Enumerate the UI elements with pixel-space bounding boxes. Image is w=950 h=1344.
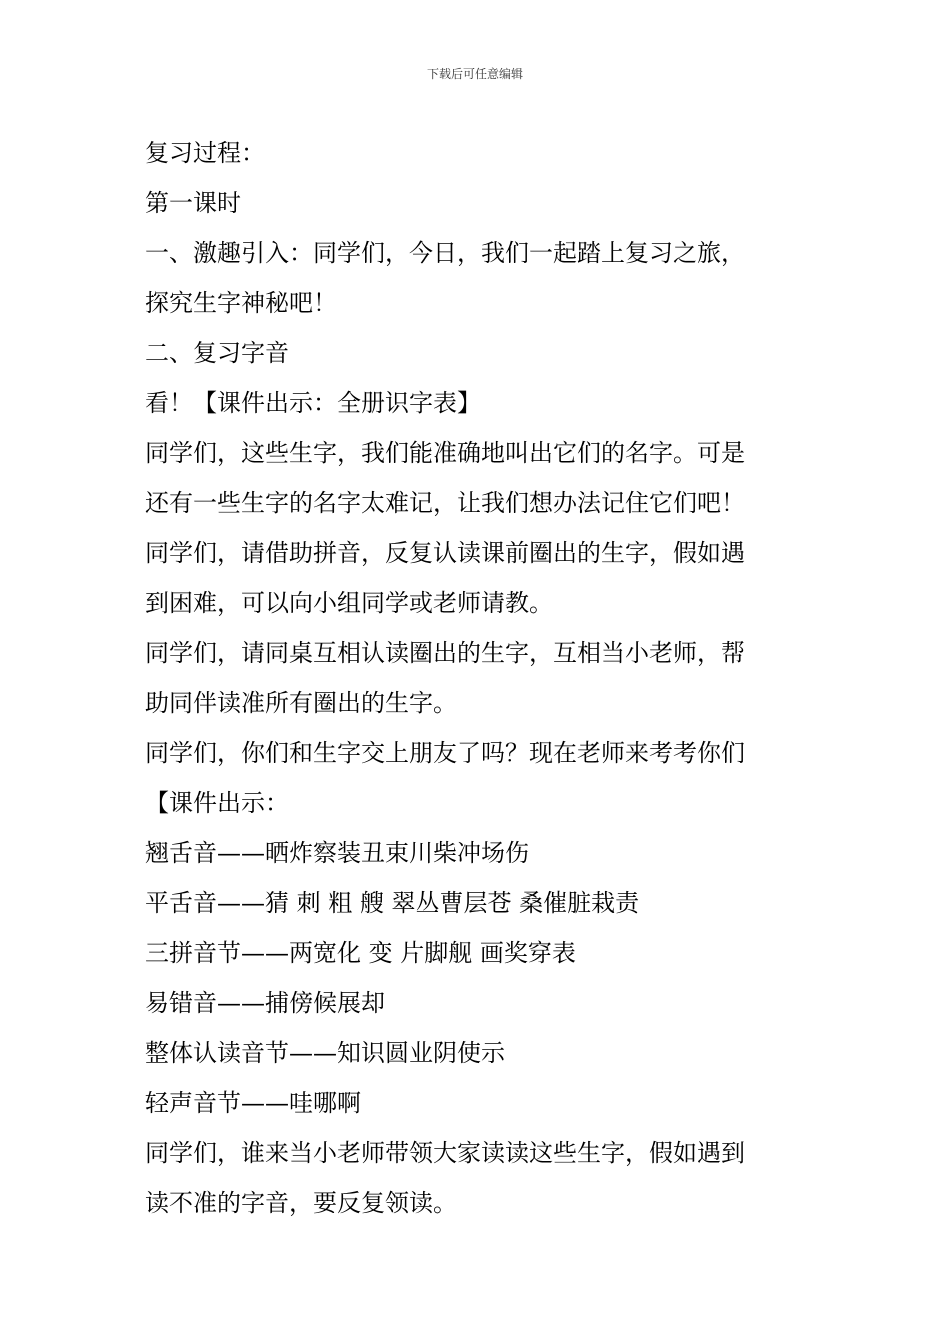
paragraph-line: 到困难，可以向小组同学或老师请教。 xyxy=(145,589,553,617)
list-item: 平舌音——猜 刺 粗 艘 翠丛曹层苍 桑催脏栽责 xyxy=(145,889,640,917)
list-item: 翘舌音——晒炸察装丑束川柴冲场伤 xyxy=(145,839,529,867)
list-item: 易错音——捕傍候展却 xyxy=(145,989,385,1017)
page-header: 下载后可任意编辑 xyxy=(426,67,523,81)
list-item: 整体认读音节——知识圆业阴使示 xyxy=(145,1039,505,1067)
paragraph-line: 同学们，你们和生字交上朋友了吗？现在老师来考考你们 xyxy=(145,739,745,767)
list-item: 轻声音节——哇哪啊 xyxy=(145,1089,361,1117)
paragraph-line: 探究生字神秘吧！ xyxy=(145,289,337,317)
paragraph-line: 读不准的字音，要反复领读。 xyxy=(145,1189,457,1217)
paragraph-line: 看！【课件出示：全册识字表】 xyxy=(145,389,481,417)
paragraph-line: 【课件出示： xyxy=(145,789,289,817)
paragraph-line: 一、激趣引入：同学们，今日，我们一起踏上复习之旅， xyxy=(145,239,745,267)
lesson-heading: 第一课时 xyxy=(145,189,241,217)
section-heading-review-process: 复习过程： xyxy=(145,139,265,167)
paragraph-line: 同学们，请同桌互相认读圈出的生字，互相当小老师，帮 xyxy=(145,639,745,667)
document-body xyxy=(145,128,815,1228)
list-item: 三拼音节——两宽化 变 片脚舰 画奖穿表 xyxy=(145,939,576,967)
paragraph-line: 同学们，这些生字，我们能准确地叫出它们的名字。可是 xyxy=(145,439,745,467)
paragraph-line: 还有一些生字的名字太难记，让我们想办法记住它们吧！ xyxy=(145,489,745,517)
paragraph-line: 同学们，谁来当小老师带领大家读读这些生字，假如遇到 xyxy=(145,1139,745,1167)
paragraph-line: 助同伴读准所有圈出的生字。 xyxy=(145,689,457,717)
section-heading-review-pronunciation: 二、复习字音 xyxy=(145,339,289,367)
paragraph-line: 同学们，请借助拼音，反复认读课前圈出的生字，假如遇 xyxy=(145,539,745,567)
